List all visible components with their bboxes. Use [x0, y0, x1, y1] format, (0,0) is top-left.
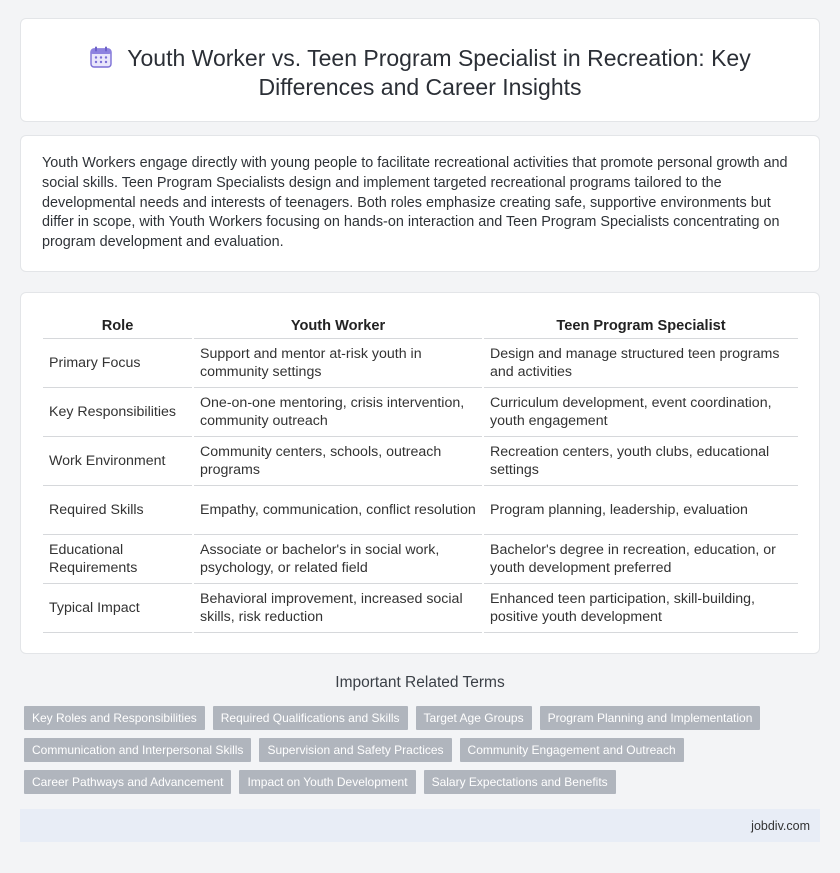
- comparison-table: [43, 316, 798, 633]
- tag-link[interactable]: Required Qualifications and Skills: [213, 706, 408, 730]
- tag-link[interactable]: Community Engagement and Outreach: [460, 738, 684, 762]
- teen-specialist-cell: Program planning, leadership, evaluation: [483, 485, 798, 534]
- footer: [20, 809, 820, 842]
- title-wrap: [51, 44, 789, 102]
- page-title: Youth Worker vs. Teen Program Specialist in Recreation: Key Differences and Career Insights: [127, 45, 751, 100]
- table-row: [43, 338, 798, 387]
- tag-link[interactable]: Career Pathways and Advancement: [24, 770, 231, 794]
- youth-worker-cell: Support and mentor at-risk youth in community settings: [193, 338, 483, 387]
- row-label: Educational Requirements: [43, 534, 193, 583]
- row-label: Primary Focus: [43, 338, 193, 387]
- row-label: Typical Impact: [43, 583, 193, 632]
- table-row: [43, 583, 798, 632]
- tag-link[interactable]: Target Age Groups: [416, 706, 532, 730]
- teen-specialist-cell: Enhanced teen participation, skill-building, positive youth development: [483, 583, 798, 632]
- table-row: [43, 534, 798, 583]
- header-role: Role: [43, 316, 193, 338]
- tag-link[interactable]: Communication and Interpersonal Skills: [24, 738, 251, 762]
- header-card: [20, 18, 820, 122]
- calendar-icon: [89, 45, 113, 69]
- related-terms-title: Important Related Terms: [335, 674, 505, 691]
- teen-specialist-cell: Design and manage structured teen programs and activities: [483, 338, 798, 387]
- tag-link[interactable]: Key Roles and Responsibilities: [24, 706, 205, 730]
- table-row: [43, 436, 798, 485]
- tag-link[interactable]: Salary Expectations and Benefits: [424, 770, 616, 794]
- youth-worker-cell: One-on-one mentoring, crisis intervention, community outreach: [193, 387, 483, 436]
- intro-card: [20, 135, 820, 272]
- tag-link[interactable]: Impact on Youth Development: [239, 770, 415, 794]
- row-label: Required Skills: [43, 485, 193, 534]
- header-teen-program-specialist: Teen Program Specialist: [483, 316, 798, 338]
- table-row: [43, 485, 798, 534]
- table-header-row: [43, 316, 798, 338]
- teen-specialist-cell: Bachelor's degree in recreation, education, or youth development preferred: [483, 534, 798, 583]
- intro-paragraph: Youth Workers engage directly with young people to facilitate recreational activities that promote personal growth and social skills. Teen Program Specialists design and implement targeted recreational programs tailored to the developmental needs and interests of teenagers. Both roles emphasize creating safe, supportive environments but differ in scope, with Youth Workers focusing on hands-on interaction and Teen Program Specialists concentrating on program development and evaluation.: [42, 155, 788, 251]
- row-label: Key Responsibilities: [43, 387, 193, 436]
- tag-link[interactable]: Program Planning and Implementation: [540, 706, 761, 730]
- row-label: Work Environment: [43, 436, 193, 485]
- teen-specialist-cell: Recreation centers, youth clubs, educational settings: [483, 436, 798, 485]
- tag-link[interactable]: Supervision and Safety Practices: [259, 738, 451, 762]
- teen-specialist-cell: Curriculum development, event coordination, youth engagement: [483, 387, 798, 436]
- youth-worker-cell: Behavioral improvement, increased social skills, risk reduction: [193, 583, 483, 632]
- youth-worker-cell: Associate or bachelor's in social work, psychology, or related field: [193, 534, 483, 583]
- footer-site-link[interactable]: jobdiv.com: [751, 819, 810, 833]
- table-row: [43, 387, 798, 436]
- related-terms-tags: [24, 706, 814, 794]
- comparison-card: [20, 292, 820, 654]
- youth-worker-cell: Empathy, communication, conflict resolution: [193, 485, 483, 534]
- header-youth-worker: Youth Worker: [193, 316, 483, 338]
- youth-worker-cell: Community centers, schools, outreach programs: [193, 436, 483, 485]
